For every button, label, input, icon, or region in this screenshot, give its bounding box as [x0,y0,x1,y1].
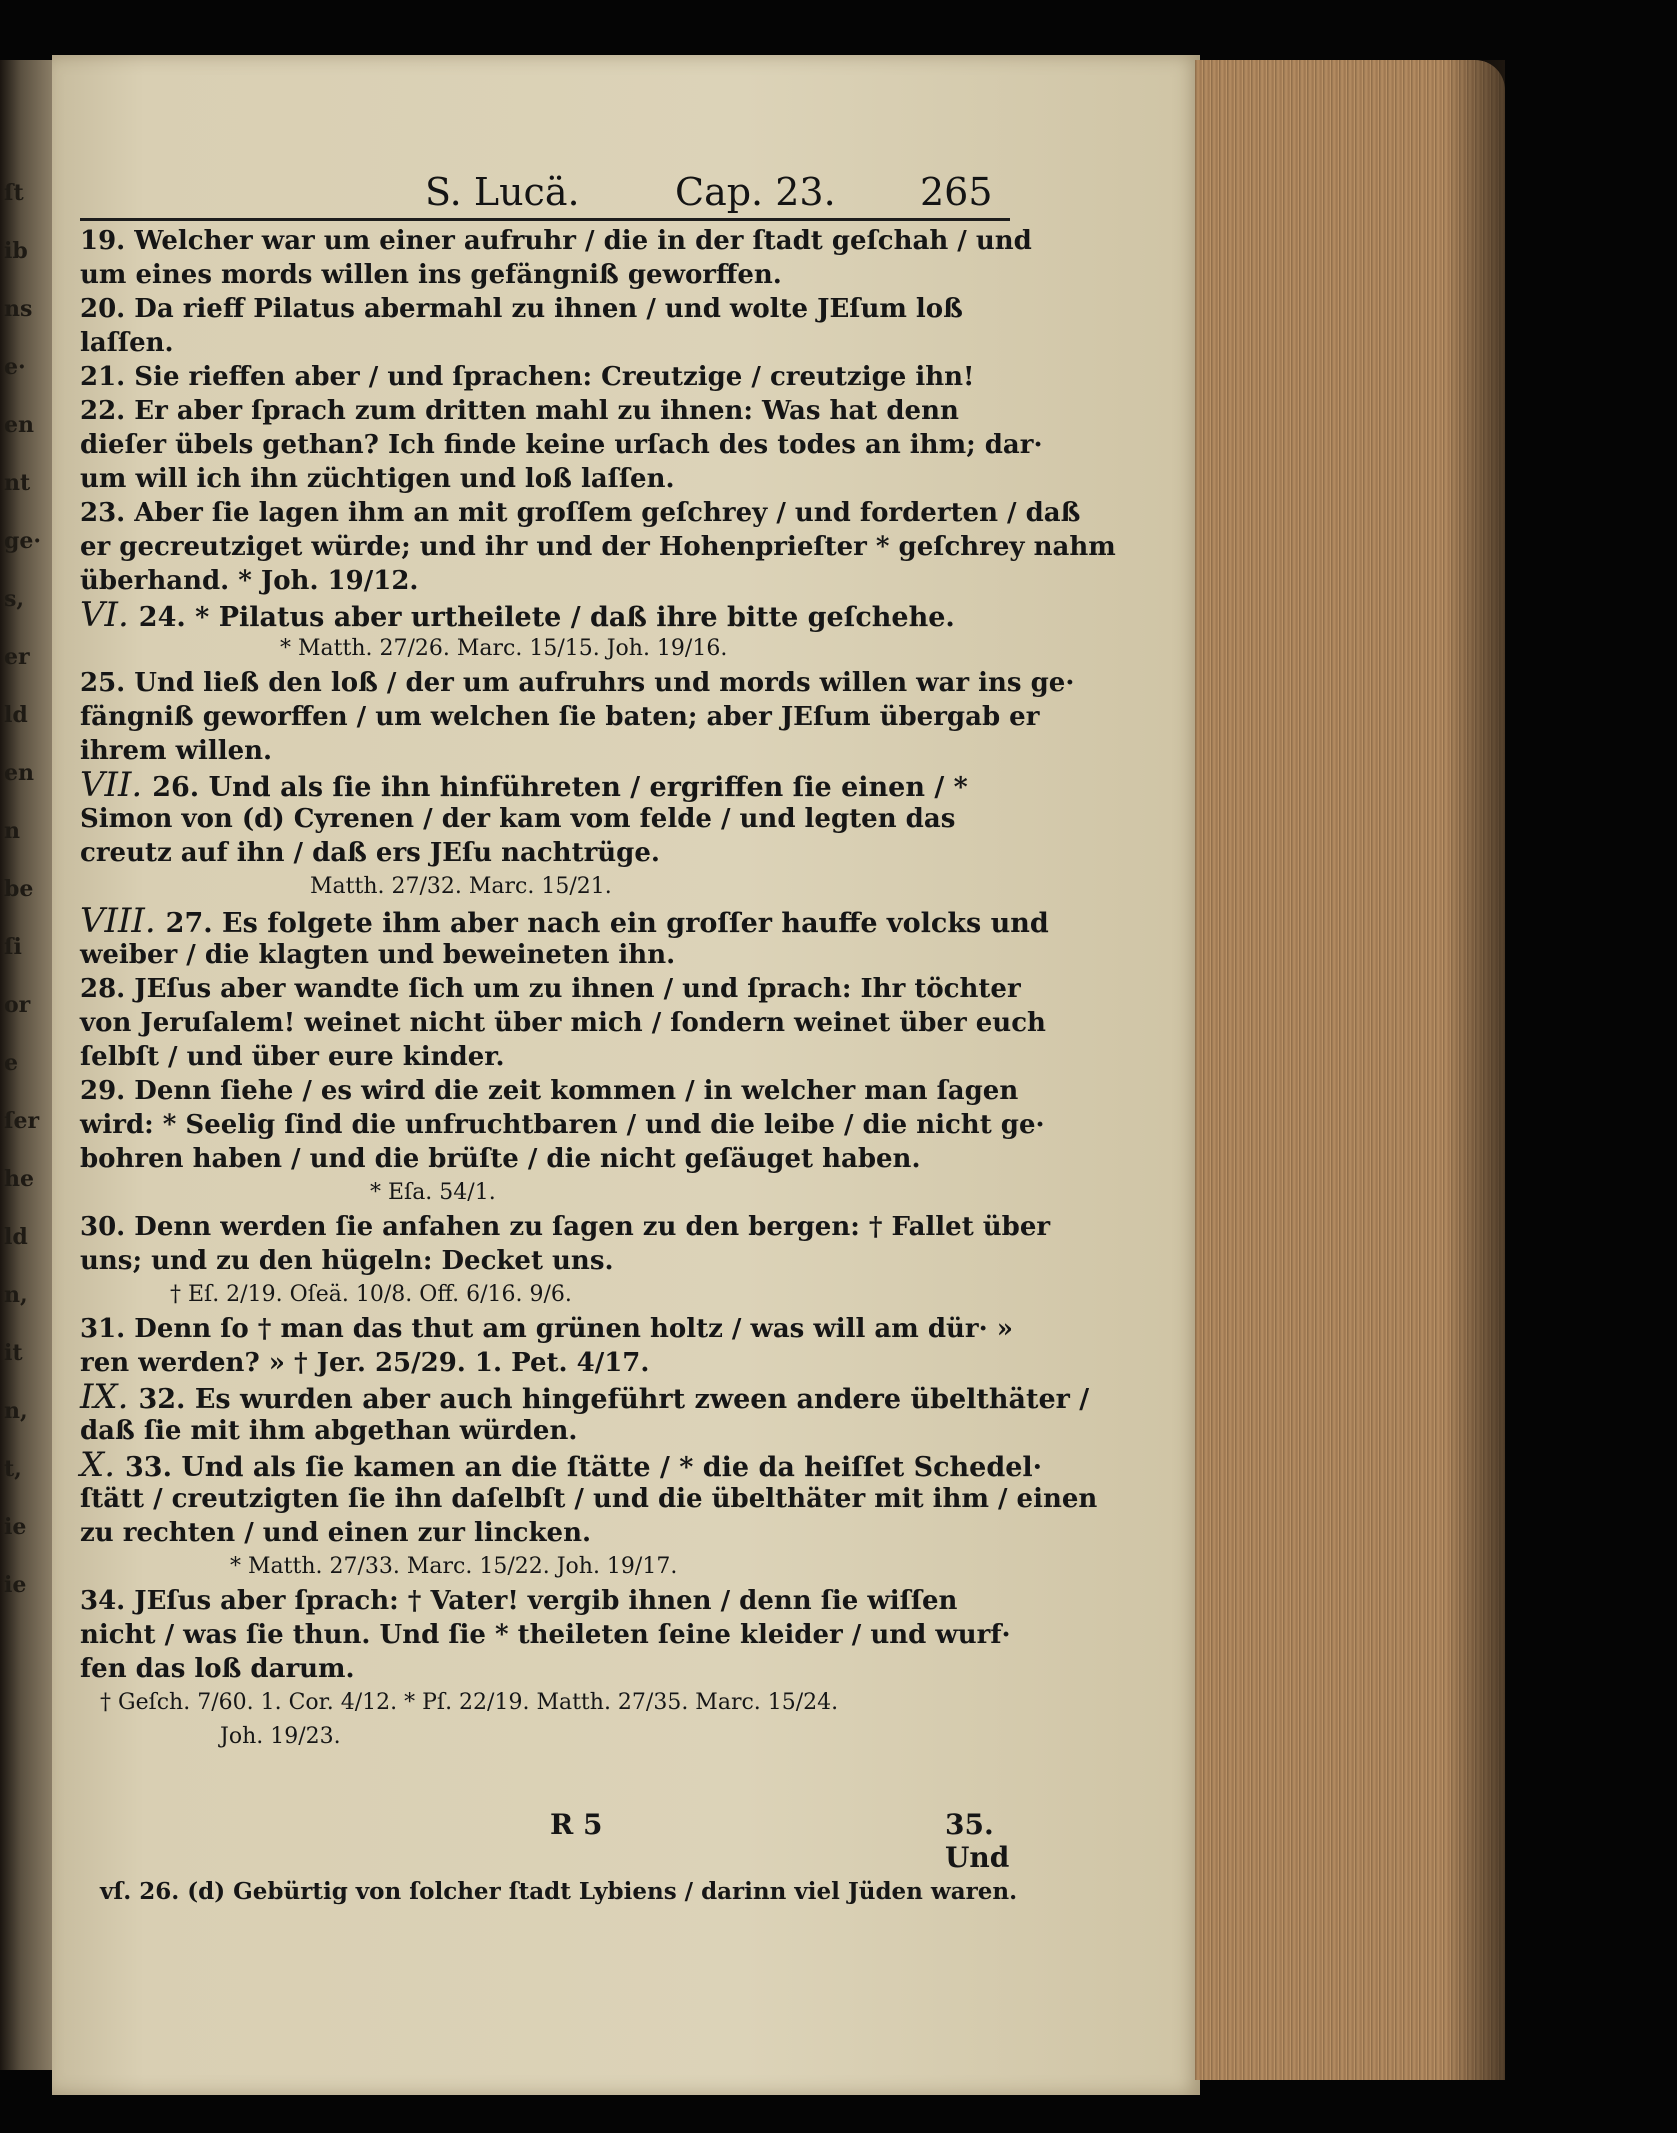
line-text: laſſen. [80,328,174,358]
facing-page-fragment: e [4,1050,18,1076]
line-text: fen das loß darum. [80,1654,355,1684]
line-text: ren werden? » † Jer. 25/29. 1. Pet. 4/17. [80,1348,650,1378]
facing-page-fragment: n [4,818,20,844]
line-text: er gecreutziget würde; und ihr und der Hohenprieſter * geſchrey nahm [80,532,1116,562]
cross-reference-line [80,1686,1040,1720]
verse-line [80,496,1081,530]
line-text: 20. Da rieff Pilatus abermahl zu ihnen / und wolte JEſum loß [80,294,963,324]
line-text: 29. Denn ſiehe / es wird die zeit kommen / in welcher man ſagen [80,1076,1019,1106]
line-text: uns; und zu den hügeln: Decket uns. [80,1246,614,1276]
verse-line [80,1346,1040,1380]
facing-page-fragment: s, [4,586,25,612]
line-text: bohren haben / und die brüſte / die nicht geſäuget haben. [80,1144,921,1174]
line-text: 34. JEſus aber ſprach: † Vater! vergib ihnen / denn ſie wiſſen [80,1586,958,1616]
facing-page-fragment: ſer [4,1108,40,1134]
facing-page-fragment: nt [4,470,31,496]
facing-page-fragment: or [4,992,31,1018]
line-text: nicht / was ſie thun. Und ſie * theileten ſeine kleider / und wurf· [80,1620,1011,1650]
verse-line [80,428,1043,462]
facing-page-fragment: n, [4,1282,28,1308]
facing-page-fragment: be [4,876,34,902]
verse-line [80,1414,1040,1448]
verse-line [80,802,1040,836]
line-text: 27. Es folgete ihm aber nach ein groſſer hauffe volcks und [165,908,1049,939]
line-text: weiber / die klagten und beweineten ihn. [80,940,676,970]
verse-line [80,1652,1040,1686]
facing-page-fragment: en [4,760,34,786]
fore-edge-shadow [1445,60,1505,2080]
running-header [80,170,1000,220]
verse-line [80,972,1040,1006]
verse-line [80,595,1040,635]
line-text: wird: * Seelig ſind die unfruchtbaren / und die leibe / die nicht ge· [80,1110,1045,1140]
line-text: fängniß geworffen / um welchen ſie baten; aber JEſum übergab er [80,702,1040,732]
verse-line [80,1312,1040,1346]
facing-page-fragment: t, [4,1456,22,1482]
facing-page-fragment: ie [4,1572,27,1598]
header-rule [80,218,1010,221]
facing-page-fragment: it [4,1340,23,1366]
verse-line [80,1244,1040,1278]
facing-page-fragment: ld [4,1224,28,1250]
line-text: zu rechten / und einen zur lincken. [80,1518,592,1548]
line-text: Matth. 27/32. Marc. 15/21. [310,874,612,899]
verse-line [80,360,1040,394]
verse-line [80,292,1040,326]
line-text: dieſer übels gethan? Ich finde keine urſach des todes an ihm; dar· [80,430,1043,460]
line-text: um eines mords willen ins gefängniß geworffen. [80,260,782,290]
verse-line [80,462,1040,496]
facing-page-fragment: ſi [4,934,22,960]
line-text: 19. Welcher war um einer aufruhr / die in der ſtadt geſchah / und [80,226,1032,256]
verse-line [80,1074,1040,1108]
facing-page-fragment: ib [4,238,28,264]
verse-line [80,700,1040,734]
cross-reference-line [80,1720,1040,1754]
verse-line [80,564,1040,598]
cross-reference-line [80,1176,1040,1210]
line-text: * Matth. 27/33. Marc. 15/22. Joh. 19/17. [230,1554,678,1579]
verse-line [80,326,1040,360]
line-text: ihrem willen. [80,736,273,766]
line-text: 25. Und ließ den loß / der um aufruhrs und mords willen war ins ge· [80,668,1075,698]
section-numeral: VI. [80,595,129,635]
line-text: 24. * Pilatus aber urtheilete / daß ihre bitte geſchehe. [138,602,955,633]
cross-reference-line [80,1278,1040,1312]
cross-reference-line [80,870,1040,904]
verse-line [80,666,1075,700]
header-book-title: S. Lucä. [425,170,580,214]
verse-line [80,765,1040,805]
line-text: 23. Aber ſie lagen ihm an mit groſſem geſchrey / und forderten / daß [80,498,1081,528]
line-text: ſtätt / creutzigten ſie ihn daſelbſt / und die übelthäter mit ihm / einen [80,1484,1098,1514]
line-text: † Eſ. 2/19. Oſeä. 10/8. Off. 6/16. 9/6. [170,1282,572,1307]
verse-line [80,1516,1040,1550]
cross-reference-line [80,1550,1040,1584]
line-text: überhand. * Joh. 19/12. [80,566,419,596]
verse-line [80,1210,1051,1244]
line-text: 33. Und als ſie kamen an die ſtätte / * die da heiſſet Schedel· [125,1452,1043,1483]
section-numeral: X. [80,1445,116,1485]
line-text: Joh. 19/23. [220,1724,341,1749]
verse-line [80,1377,1090,1417]
verse-line [80,901,1049,941]
verse-line [80,734,1040,768]
verse-line [80,1142,1040,1176]
verse-line [80,530,1116,564]
verse-line [80,938,1040,972]
facing-page-fragment: he [4,1166,34,1192]
page-fore-edge [1195,60,1505,2080]
facing-page-fragment: ns [4,296,33,322]
catchword-line [80,1808,1040,1874]
section-numeral: VIII. [80,901,156,941]
line-text: ſelbſt / und über eure kinder. [80,1042,505,1072]
line-text: 30. Denn werden ſie anfahen zu ſagen zu den bergen: † Fallet über [80,1212,1051,1242]
signature-mark: R 5 [550,1808,603,1841]
line-text: daß ſie mit ihm abgethan würden. [80,1416,578,1446]
line-text: 22. Er aber ſprach zum dritten mahl zu ihnen: Was hat denn [80,396,959,426]
facing-page-fragment: ſt [4,180,24,206]
verse-line [80,1584,1040,1618]
catchword: 35. Und [945,1808,1010,1874]
verse-line [80,1445,1043,1485]
line-text: * Matth. 27/26. Marc. 15/15. Joh. 19/16. [280,636,728,661]
line-text: 26. Und als ſie ihn hinführeten / ergriffen ſie einen / * [152,772,968,803]
verse-line [80,1482,1098,1516]
facing-page-fragment: er [4,644,30,670]
facing-page-fragment: e· [4,354,26,380]
facing-page-fragment: n, [4,1398,28,1424]
header-chapter: Cap. 23. [675,170,836,214]
header-page-number: 265 [920,170,993,214]
verse-line [80,1006,1046,1040]
verse-line [80,394,1040,428]
line-text: 31. Denn ſo † man das thut am grünen holtz / was will am dür· » [80,1314,1013,1344]
verse-line [80,1108,1045,1142]
line-text: um will ich ihn züchtigen und loß laſſen. [80,464,675,494]
section-numeral: VII. [80,765,143,805]
line-text: creutz auf ihn / daß ers JEſu nachtrüge. [80,838,660,868]
line-text: 32. Es wurden aber auch hingeführt zween andere übelthäter / [138,1384,1090,1415]
cross-reference-line [80,632,1040,666]
section-numeral: IX. [80,1377,129,1417]
line-text: † Geſch. 7/60. 1. Cor. 4/12. * Pſ. 22/19. Matth. 27/35. Marc. 15/24. [100,1690,839,1715]
facing-page-fragment: en [4,412,34,438]
verse-line [80,1040,1040,1074]
verse-line [80,836,1040,870]
facing-page-fragment: ie [4,1514,27,1540]
facing-page-edge [0,60,52,2070]
line-text: von Jeruſalem! weinet nicht über mich / ſondern weinet über euch [80,1008,1046,1038]
line-text: Simon von (d) Cyrenen / der kam vom felde / und legten das [80,804,956,834]
verse-line [80,1618,1040,1652]
facing-page-fragment: ge· [4,528,42,554]
scripture-text [80,224,1116,1754]
verse-line [80,258,1040,292]
footnote: vſ. 26. (d) Gebürtig von ſolcher ſtadt Lybiens / darinn viel Jüden waren. [100,1878,1018,1905]
line-text: 28. JEſus aber wandte ſich um zu ihnen / und ſprach: Ihr töchter [80,974,1021,1004]
facing-page-fragment: ld [4,702,28,728]
line-text: * Eſa. 54/1. [370,1180,496,1205]
line-text: 21. Sie rieffen aber / und ſprachen: Creutzige / creutzige ihn! [80,362,975,392]
verse-line [80,224,1040,258]
